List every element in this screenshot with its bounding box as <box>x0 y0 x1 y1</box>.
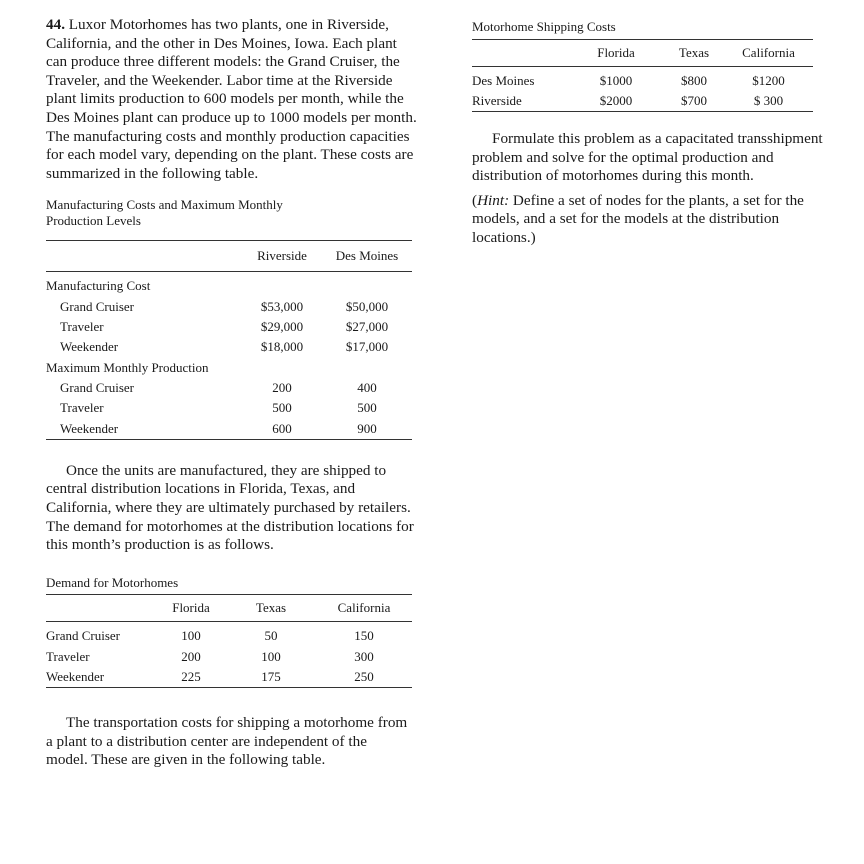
transport-paragraph: The transportation costs for shipping a motorhome from a plant to a distribution center are independent of the model. These are given in the following table. <box>46 714 408 769</box>
header-california: California <box>337 600 391 616</box>
table-row: Grand Cruiser $53,000 $50,000 <box>60 298 389 314</box>
header-des-moines: Des Moines <box>335 248 399 264</box>
right-column <box>472 14 832 248</box>
hint-label: Hint: <box>477 191 510 209</box>
demand-table-caption: Demand for Motorhomes <box>46 574 179 590</box>
table-row: Riverside $2000 $700 $ 300 <box>472 91 813 112</box>
demand-table <box>46 594 412 688</box>
hint-paragraph: (Hint: Define a set of nodes for the plants, a set for the models, and a set for the models at the distribution locations.) <box>472 191 804 247</box>
left-column <box>46 14 418 770</box>
shipping-table-caption: Motorhome Shipping Costs <box>472 19 616 34</box>
section-manufacturing-cost: Manufacturing Cost <box>46 278 151 294</box>
table-row: Grand Cruiser 200 400 <box>60 379 377 395</box>
header-texas: Texas <box>255 600 287 616</box>
header-florida: Florida <box>172 600 210 616</box>
table-row: Des Moines $1000 $800 $1200 <box>472 72 785 88</box>
section-maximum-production: Maximum Monthly Production <box>46 359 209 375</box>
manufacturing-table <box>46 240 412 439</box>
table-row: Weekender 225 175 250 <box>46 667 412 688</box>
header-california: California <box>742 44 795 60</box>
shipping-paragraph: Once the units are manufactured, they are shipped to central distribution locations in Florida, Texas, and California, where they are ultimately purchased by retailers. The demand for motorhomes at the distribution locations for this month’s production is as follows. <box>46 461 414 554</box>
table-row: Traveler $29,000 $27,000 <box>60 319 389 335</box>
table-row: Grand Cruiser 100 50 150 <box>46 628 374 644</box>
table-row: Weekender $18,000 $17,000 <box>60 339 389 355</box>
problem-text: Luxor Motorhomes has two plants, one in Riverside, California, and the other in Des Moines, Iowa. Each plant can produce three different models: the Grand Cruiser, the Traveler, and the Weekender. Labor time at the Riverside plant limits production to 600 models per month, while the Des Moines plant can produce up to 1000 models per month. The manufacturing costs and monthly production capacities for each model vary, depending on the plant. These costs are summarized in the following table. <box>46 16 417 182</box>
header-texas: Texas <box>678 44 710 60</box>
problem-number: 44. <box>46 16 65 33</box>
table-row: Traveler 500 500 <box>60 400 377 416</box>
hint-text: Define a set of nodes for the plants, a set for the models, and a set for the models at the distribution locations.) <box>472 191 804 247</box>
table-row: Weekender 600 900 <box>46 418 412 439</box>
formulate-paragraph: Formulate this problem as a capacitated transshipment problem and solve for the optimal production and distribution of motorhomes during this month. <box>472 130 823 185</box>
manufacturing-table-caption: Manufacturing Costs and Maximum Monthly Production Levels <box>46 197 283 228</box>
table-row: Traveler 200 100 300 <box>46 648 374 664</box>
shipping-table <box>472 39 813 113</box>
header-riverside: Riverside <box>257 248 307 264</box>
problem-statement <box>46 16 418 183</box>
header-florida: Florida <box>597 44 635 60</box>
